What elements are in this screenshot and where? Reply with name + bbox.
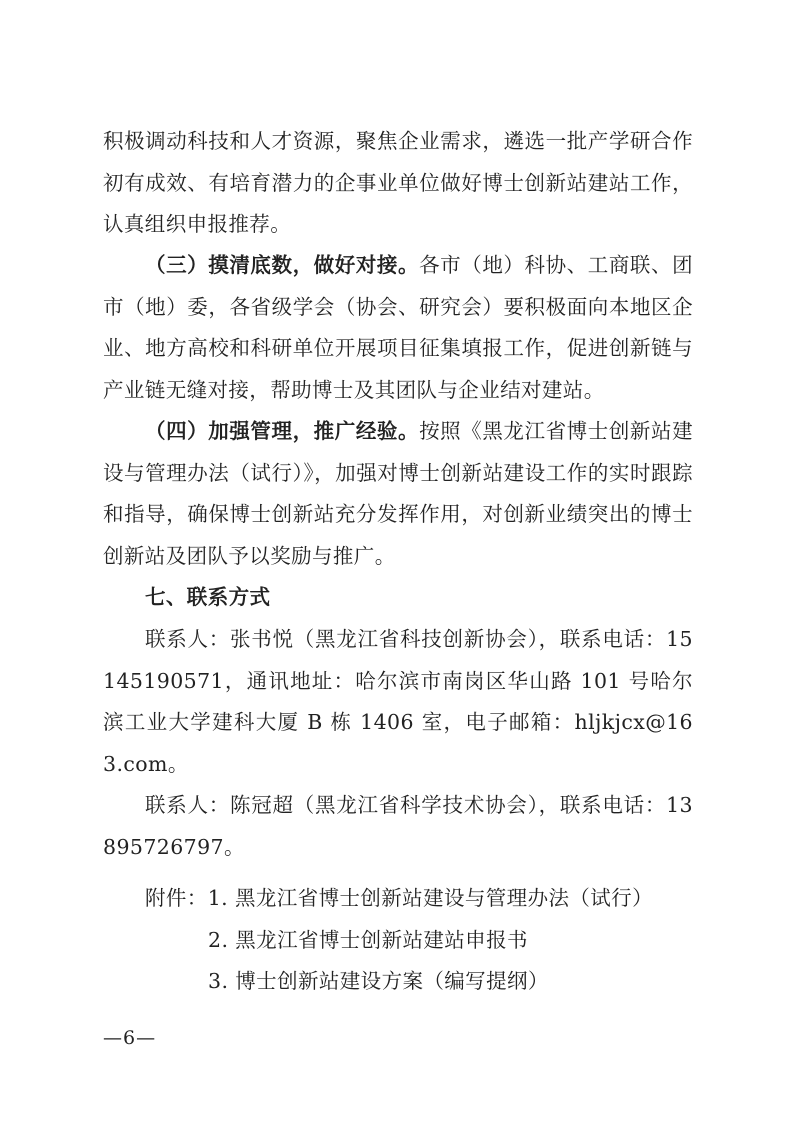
attachment-item-1: 1. 黑龙江省博士创新站建设与管理办法（试行） xyxy=(207,886,653,910)
attachment-line-1 xyxy=(145,878,653,920)
page-number: —6— xyxy=(103,1027,157,1049)
attachments-label: 附件： xyxy=(145,886,208,910)
contact-2: 联系人：陈冠超（黑龙江省科学技术协会），联系电话：13895726797。 xyxy=(103,793,693,859)
attachment-item-3: 3. 博士创新站建设方案（编写提纲） xyxy=(208,969,549,993)
section-4-body: 按照《黑龙江省博士创新站建设与管理办法（试行）》，加强对博士创新站建设工作的实时跟踪和指导，确保博士创新站充分发挥作用，对创新业绩突出的博士创新站及团队予以奖励与推广。 xyxy=(103,419,693,568)
section-4-heading: （四）加强管理，推广经验。 xyxy=(145,419,420,443)
section-3-heading: （三）摸清底数，做好对接。 xyxy=(145,253,420,277)
paragraph-continuation: 积极调动科技和人才资源，聚焦企业需求，遴选一批产学研合作初有成效、有培育潜力的企事业单位做好博士创新站建站工作，认真组织申报推荐。 xyxy=(103,129,693,236)
attachment-item-2: 2. 黑龙江省博士创新站建站申报书 xyxy=(208,928,528,952)
contact-1: 联系人：张书悦（黑龙江省科技创新协会），联系电话：15145190571，通讯地址：哈尔滨市南岗区华山路 101 号哈尔滨工业大学建科大厦 B 栋 1406 室，电子邮箱：hljkjcx@163.com。 xyxy=(103,627,693,776)
section-3-body: 各市（地）科协、工商联、团市（地）委，各省级学会（协会、研究会）要积极面向本地区企业、地方高校和科研单位开展项目征集填报工作，促进创新链与产业链无缝对接，帮助博士及其团队与企业结对建站。 xyxy=(103,253,693,402)
section-7-heading: 七、联系方式 xyxy=(145,585,271,609)
paragraph-section-4 xyxy=(103,411,693,577)
paragraph-section-3 xyxy=(103,245,693,411)
